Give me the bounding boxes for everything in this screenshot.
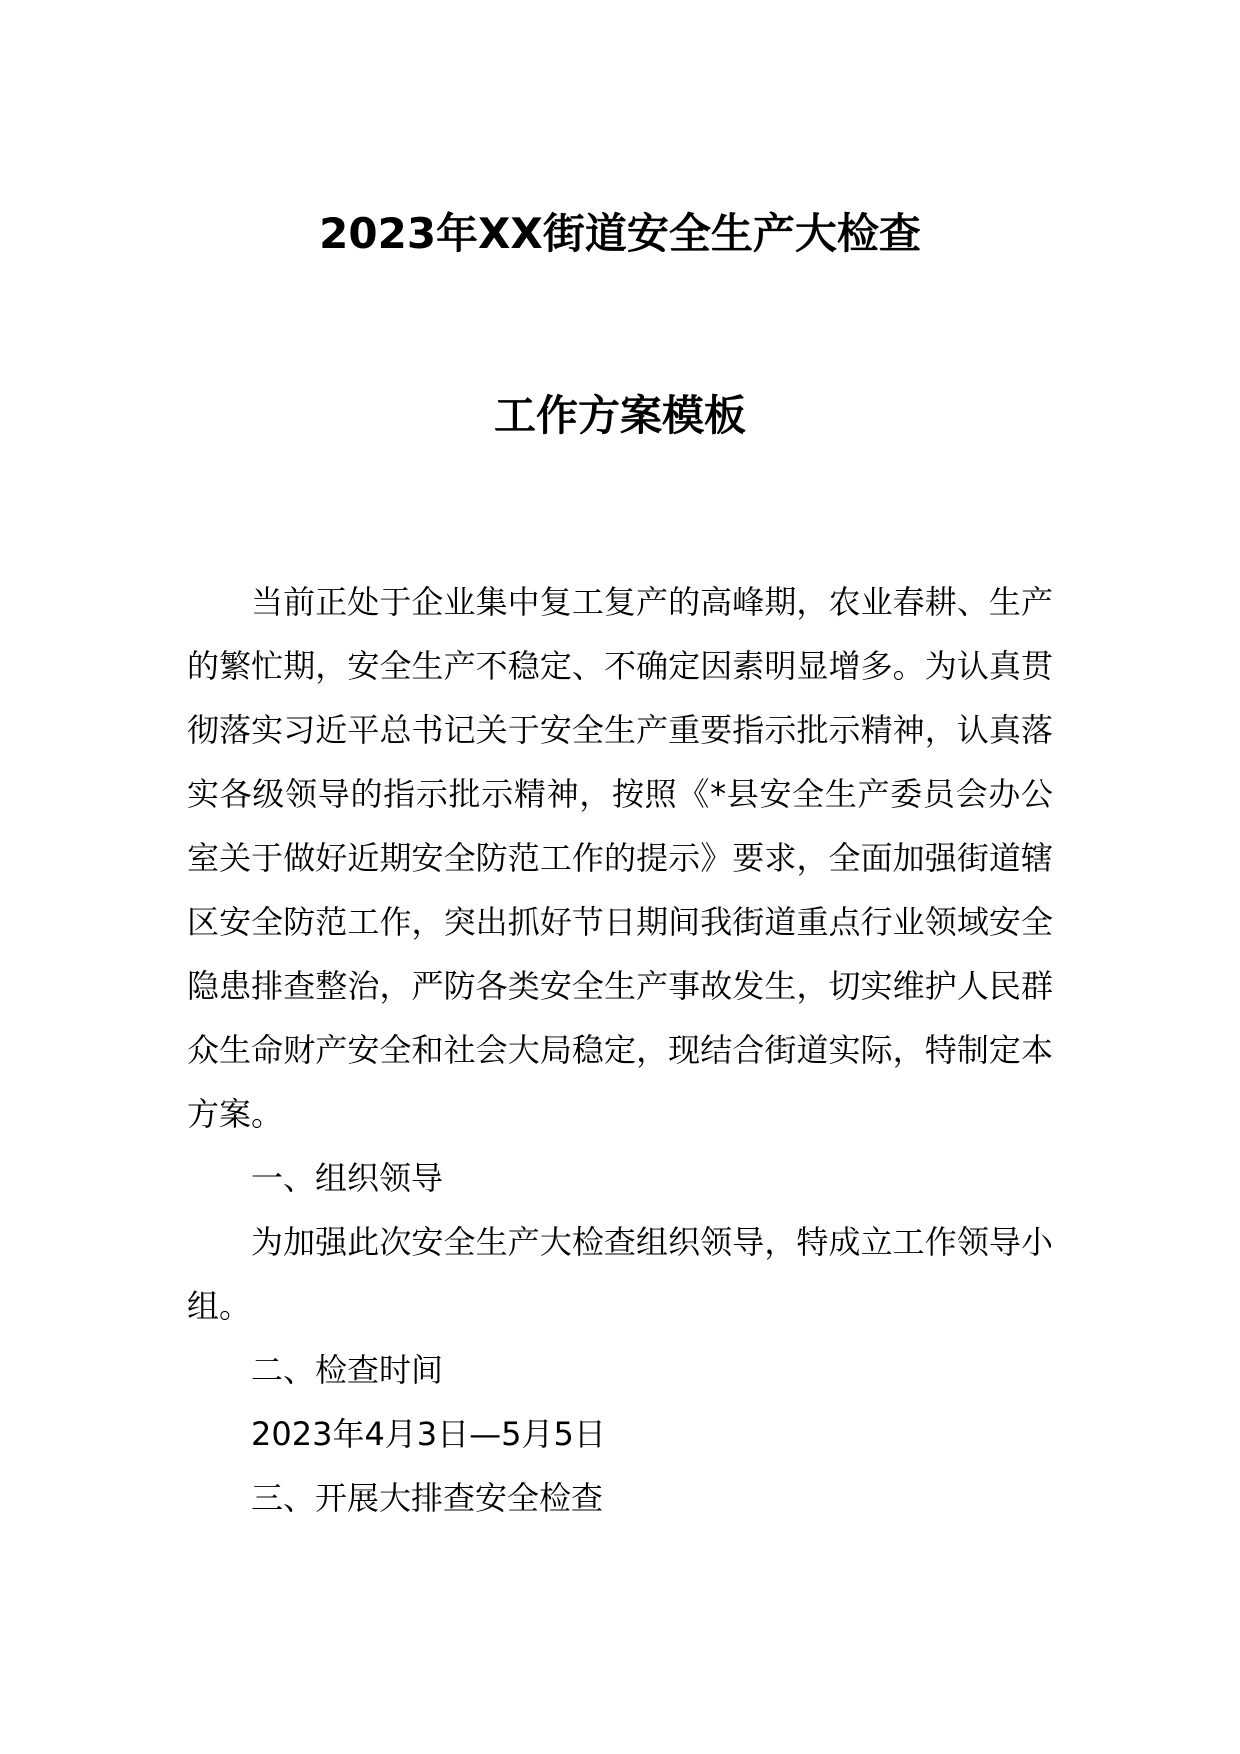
document-title-line2: 工作方案模板 xyxy=(493,391,746,440)
intro-paragraph: 当前正处于企业集中复工复产的高峰期，农业春耕、生产的繁忙期，安全生产不稳定、不确定因素明显增多。为认真贯彻落实习近平总书记关于安全生产重要指示批示精神，认真落实各级领导的指示批示精神，按照《*县安全生产委员会办公室关于做好近期安全防范工作的提示》要求，全面加强街道辖区安全防范工作，突出抓好节日期间我街道重点行业领域安全隐患排查整治，严防各类安全生产事故发生，切实维护人民群众生命财产安全和社会大局稳定，现结合街道实际，特制定本方案。 xyxy=(187,583,1053,1133)
section-heading-inspection-time: 二、检查时间 xyxy=(251,1351,444,1389)
section-heading-inspection: 三、开展大排查安全检查 xyxy=(251,1479,604,1517)
section-heading-organization: 一、组织领导 xyxy=(251,1159,444,1197)
document-title-line1: 2023年XX街道安全生产大检查 xyxy=(319,209,921,258)
inspection-time-text: 2023年4月3日—5月5日 xyxy=(251,1415,606,1453)
organization-paragraph: 为加强此次安全生产大检查组织领导，特成立工作领导小组。 xyxy=(187,1223,1053,1325)
document-body xyxy=(187,570,1053,1530)
